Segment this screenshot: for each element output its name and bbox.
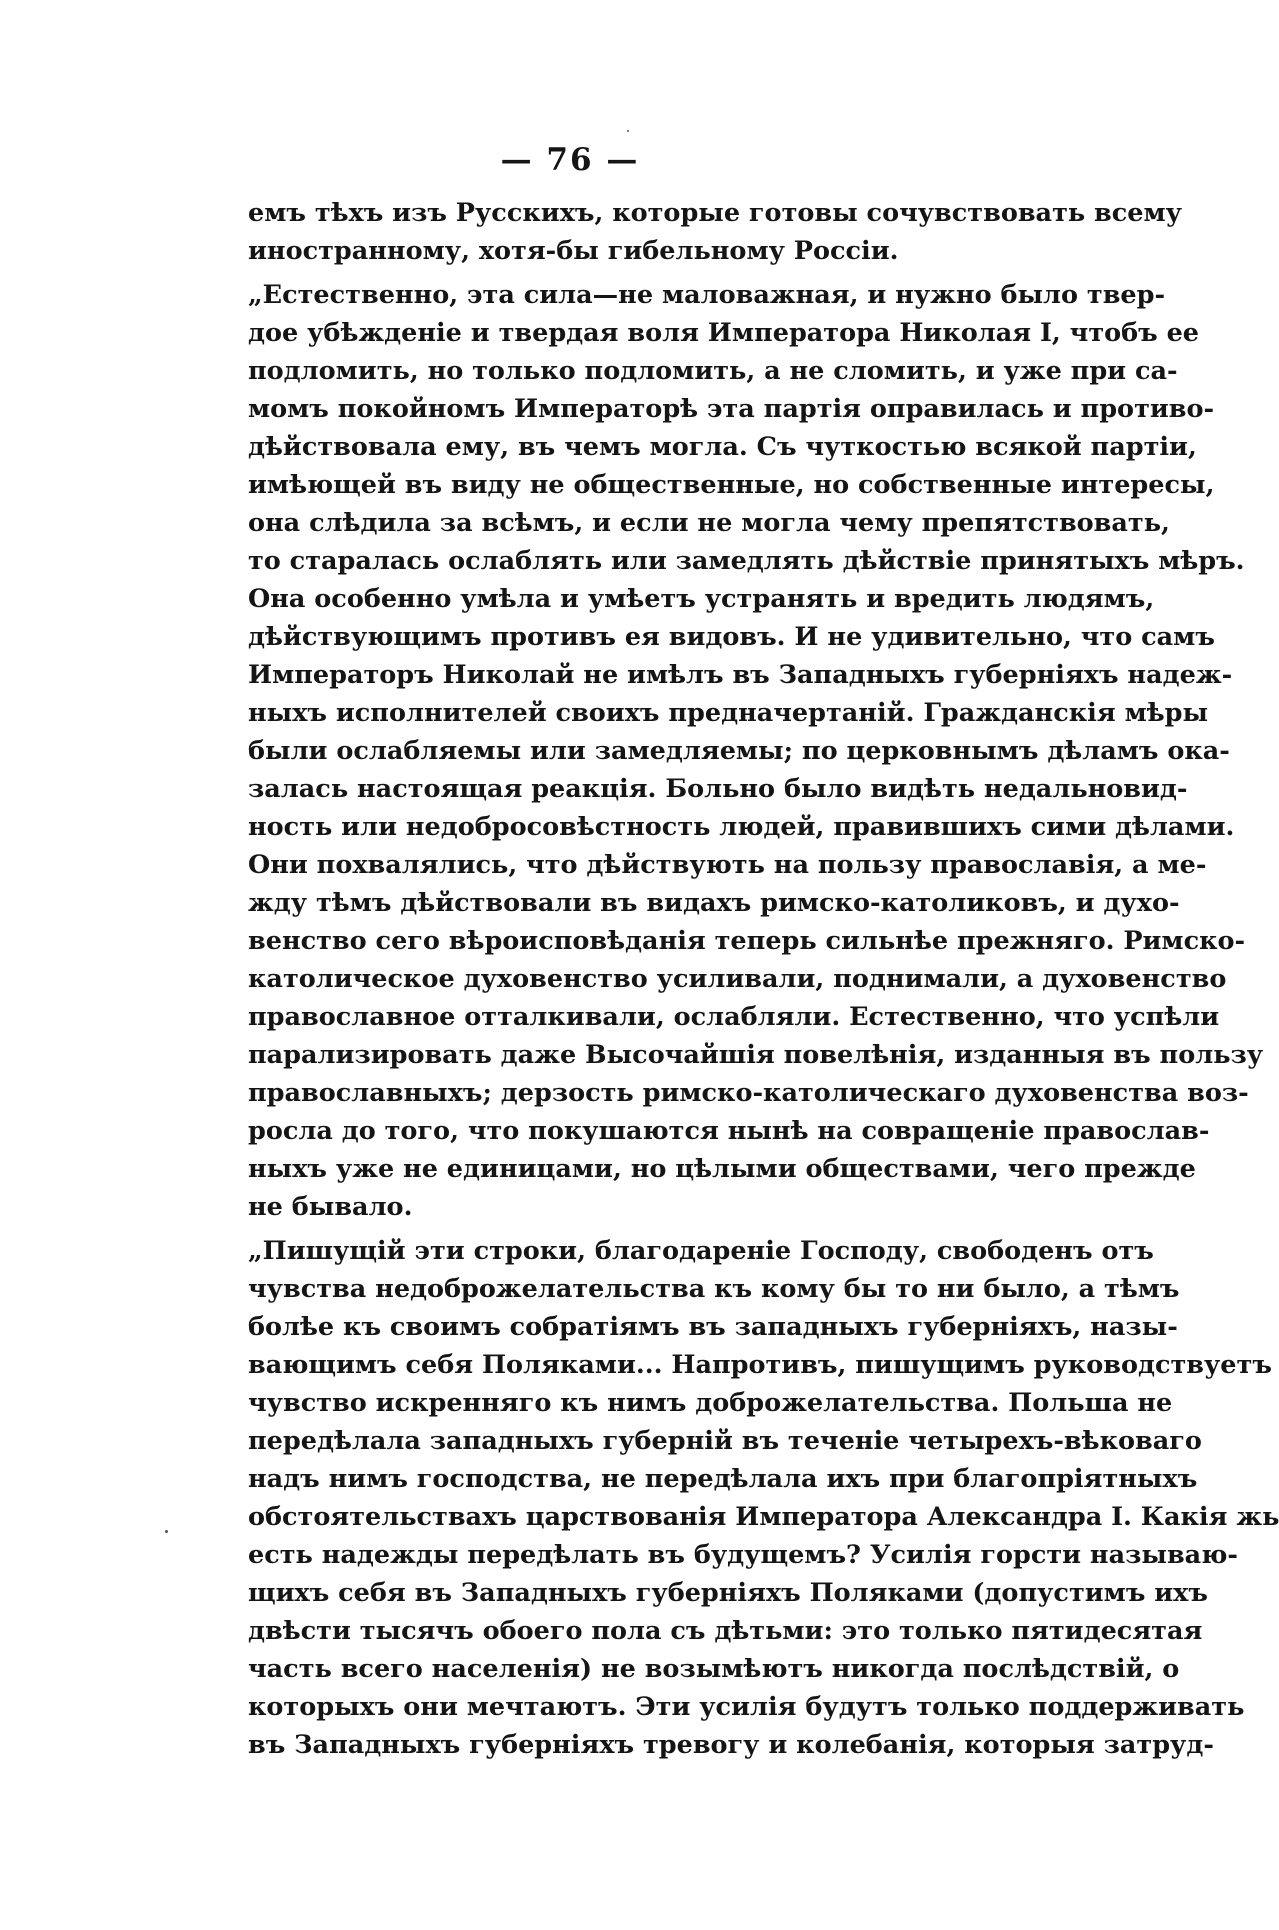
- text-line: ныхъ исполнителей своихъ предначертаній. Гражданскія мѣры: [248, 698, 1209, 728]
- text-line: Императоръ Николай не имѣлъ въ Западныхъ губерніяхъ надеж-: [248, 660, 1233, 690]
- text-line: ныхъ уже не единицами, но цѣлыми обществами, чего прежде: [248, 1154, 1196, 1184]
- text-line: момъ покойномъ Императорѣ эта партія оправилась и противо-: [248, 394, 1215, 424]
- text-line: католическое духовенство усиливали, поднимали, а духовенство: [248, 964, 1227, 994]
- text-line: залась настоящая реакція. Больно было видѣть недальновид-: [248, 774, 1188, 804]
- text-line: были ослабляемы или замедляемы; по церковнымъ дѣламъ ока-: [248, 736, 1230, 766]
- paragraph: [248, 1232, 1279, 1764]
- text-line: дѣйствующимъ противъ ея видовъ. И не удивительно, что самъ: [248, 622, 1215, 652]
- text-line: которыхъ они мечтаютъ. Эти усилія будутъ только поддерживать: [248, 1692, 1245, 1722]
- scan-speck: [627, 130, 629, 132]
- text-line: православныхъ; дерзость римско-католическаго духовенства воз-: [248, 1078, 1249, 1108]
- text-line: двѣсти тысячъ обоего пола съ дѣтьми: это только пятидесятая: [248, 1616, 1203, 1646]
- text-line: чувства недоброжелательства къ кому бы то ни было, а тѣмъ: [248, 1274, 1180, 1304]
- body-text: [248, 194, 1279, 1764]
- text-line: обстоятельствахъ царствованія Императора Александра I. Какія жь: [248, 1502, 1279, 1532]
- text-line: парализировать даже Высочайшія повелѣнія, изданныя въ пользу: [248, 1040, 1264, 1070]
- text-line: въ Западныхъ губерніяхъ тревогу и колебанія, которыя затруд-: [248, 1730, 1214, 1760]
- paragraph: [248, 276, 1264, 1226]
- text-line: имѣющей въ виду не общественные, но собственные интересы,: [248, 470, 1215, 500]
- text-line: венство сего вѣроисповѣданія теперь сильнѣе прежняго. Римско-: [248, 926, 1246, 956]
- text-line: надъ нимъ господства, не передѣлала ихъ при благопріятныхъ: [248, 1464, 1198, 1494]
- text-line: дѣйствовала ему, въ чемъ могла. Съ чуткостью всякой партіи,: [248, 432, 1197, 462]
- text-line: то старалась ослаблять или замедлять дѣйствіе принятыхъ мѣръ.: [248, 546, 1245, 576]
- text-line: жду тѣмъ дѣйствовали въ видахъ римско-католиковъ, и духо-: [248, 888, 1180, 918]
- text-line: она слѣдила за всѣмъ, и если не могла чему препятствовать,: [248, 508, 1170, 538]
- text-line: росла до того, что покушаются нынѣ на совращеніе православ-: [248, 1116, 1210, 1146]
- text-line: не бывало.: [248, 1192, 413, 1222]
- scan-speck: [165, 1530, 168, 1533]
- text-line: „Естественно, эта сила—не маловажная, и нужно было твер-: [248, 280, 1166, 310]
- text-line: ность или недобросовѣстность людей, правившихъ сими дѣлами.: [248, 812, 1235, 842]
- text-line: часть всего населенія) не возымѣютъ никогда послѣдствій, о: [248, 1654, 1180, 1684]
- text-line: дое убѣжденіе и твердая воля Императора Николая I, чтобъ ее: [248, 318, 1200, 348]
- text-line: иностранному, хотя-бы гибельному Россіи.: [248, 236, 899, 266]
- text-line: подломить, но только подломить, а не сломить, и уже при са-: [248, 356, 1178, 386]
- paragraph: [248, 194, 1182, 270]
- text-line: Она особенно умѣла и умѣетъ устранять и вредить людямъ,: [248, 584, 1155, 614]
- text-line: болѣе къ своимъ собратіямъ въ западныхъ губерніяхъ, назы-: [248, 1312, 1178, 1342]
- text-line: чувство искренняго къ нимъ доброжелательства. Польша не: [248, 1388, 1173, 1418]
- text-line: есть надежды передѣлать въ будущемъ? Усилія горсти называю-: [248, 1540, 1238, 1570]
- text-line: „Пишущій эти строки, благодареніе Господу, свободенъ отъ: [248, 1236, 1154, 1266]
- text-line: вающимъ себя Поляками... Напротивъ, пишущимъ руководствуетъ: [248, 1350, 1272, 1380]
- text-line: Они похвалялись, что дѣйствують на пользу православія, а ме-: [248, 850, 1207, 880]
- text-line: щихъ себя въ Западныхъ губерніяхъ Поляками (допустимъ ихъ: [248, 1578, 1208, 1608]
- text-line: православное отталкивали, ослабляли. Естественно, что успѣли: [248, 1002, 1220, 1032]
- text-line: емъ тѣхъ изъ Русскихъ, которые готовы сочувствовать всему: [248, 198, 1182, 228]
- text-line: передѣлала западныхъ губерній въ теченіе четырехъ-вѣковаго: [248, 1426, 1202, 1456]
- page-number: — 76 —: [500, 142, 640, 178]
